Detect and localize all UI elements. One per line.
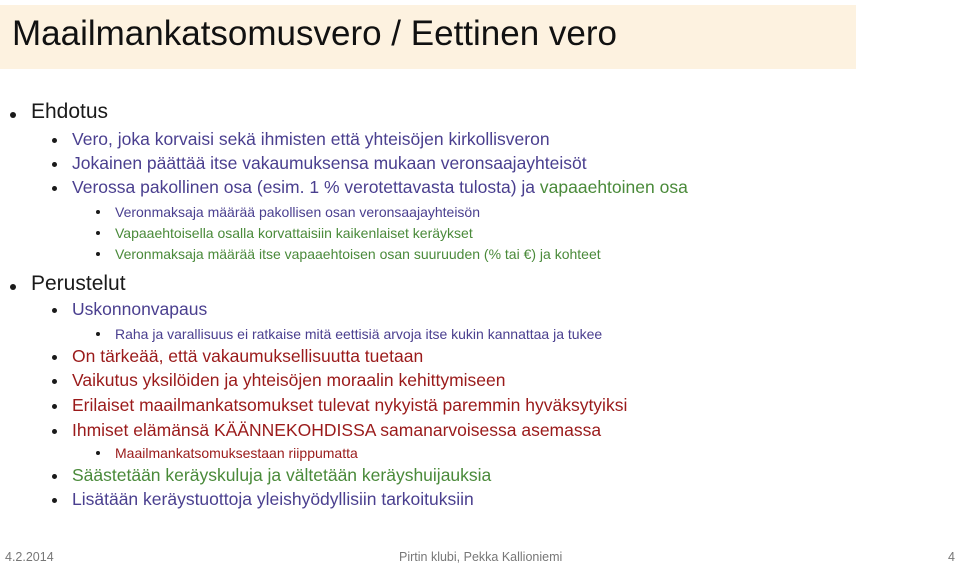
list-item: Säästetään keräyskuluja ja vältetään keräyshuijauksia: [72, 465, 491, 486]
list-item: Vero, joka korvaisi sekä ihmisten että yhteisöjen kirkollisveron: [72, 129, 550, 150]
sub-list-item: Veronmaksaja määrää itse vapaaehtoisen osan suuruuden (% tai €) ja kohteet: [115, 246, 601, 262]
bullet-icon: [96, 231, 100, 235]
sub-list-item: Vapaaehtoisella osalla korvattaisiin kaikenlaiset keräykset: [115, 225, 473, 241]
bullet-icon: [96, 252, 100, 256]
list-item: Lisätään keräystuottoja yleishyödyllisiin tarkoituksiin: [72, 489, 474, 510]
bullet-icon: [96, 210, 100, 214]
bullet-icon: [96, 451, 100, 455]
list-item: Vaikutus yksilöiden ja yhteisöjen moraalin kehittymiseen: [72, 370, 506, 391]
text-highlight-vapaaehtoinen: vapaaehtoinen osa: [539, 177, 688, 197]
bullet-icon: [52, 355, 57, 360]
bullet-icon: [52, 429, 57, 434]
list-item: Ihmiset elämänsä KÄÄNNEKOHDISSA samanarvoisessa asemassa: [72, 420, 601, 441]
list-item: Erilaiset maailmankatsomukset tulevat nykyistä paremmin hyväksytyiksi: [72, 395, 627, 416]
footer-date: 4.2.2014: [5, 550, 54, 564]
footer-page-number: 4: [948, 550, 955, 564]
bullet-icon: [52, 138, 57, 143]
list-item: On tärkeää, että vakaumuksellisuutta tuetaan: [72, 346, 423, 367]
bullet-icon: [52, 379, 57, 384]
text-highlight-pakollinen: pakollinen osa: [140, 177, 252, 197]
text-segment: (esim. 1 % verotettavasta tulosta) ja: [252, 177, 540, 197]
list-item: Jokainen päättää itse vakaumuksensa mukaan veronsaajayhteisöt: [72, 153, 587, 174]
bullet-icon: [52, 498, 57, 503]
sub-list-item: Veronmaksaja määrää pakollisen osan veronsaajayhteisön: [115, 204, 480, 220]
sub-list-item: Maailmankatsomuksestaan riippumatta: [115, 445, 358, 461]
bullet-icon: [52, 474, 57, 479]
text-segment: Verossa: [72, 177, 141, 197]
bullet-icon: [52, 308, 57, 313]
footer-center: Pirtin klubi, Pekka Kallioniemi: [399, 550, 563, 564]
bullet-icon: [52, 404, 57, 409]
bullet-icon: [52, 186, 57, 191]
bullet-icon: [10, 112, 16, 118]
section-heading-perustelut: Perustelut: [31, 272, 126, 296]
section-heading-ehdotus: Ehdotus: [31, 100, 108, 124]
bullet-icon: [96, 332, 100, 336]
sub-list-item: Raha ja varallisuus ei ratkaise mitä eettisiä arvoja itse kukin kannattaa ja tukee: [115, 326, 602, 342]
bullet-icon: [52, 162, 57, 167]
bullet-icon: [10, 284, 16, 290]
list-item: [72, 177, 688, 198]
slide-title: Maailmankatsomusvero / Eettinen vero: [12, 14, 617, 53]
list-item: Uskonnonvapaus: [72, 299, 207, 320]
